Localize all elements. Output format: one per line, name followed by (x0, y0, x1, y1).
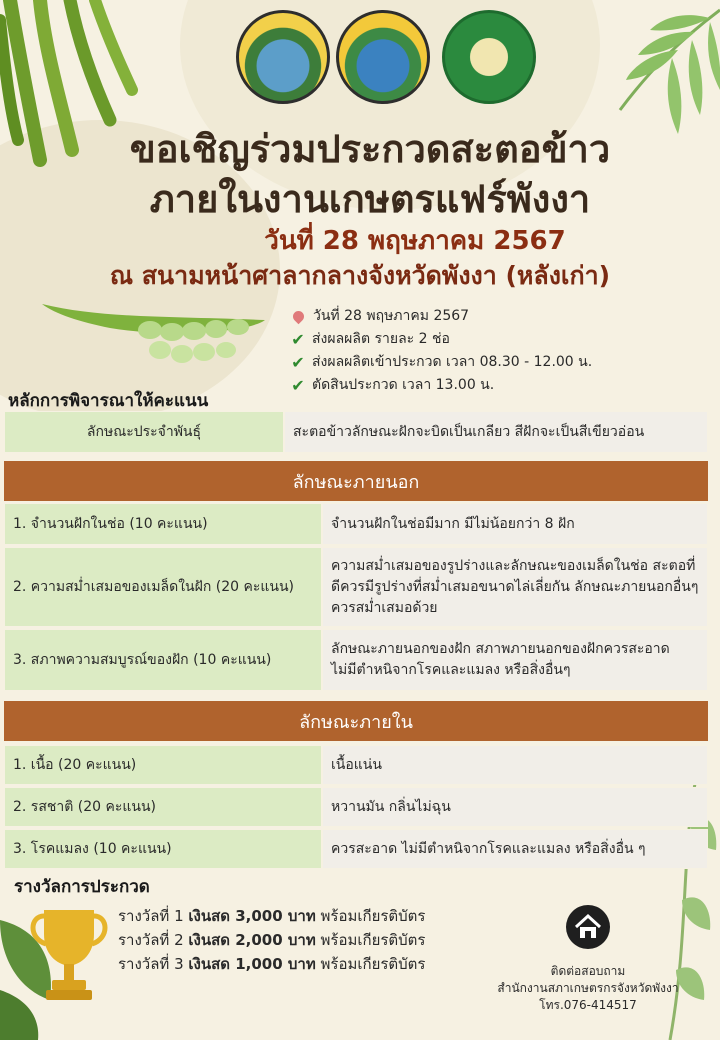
criterion-value: ควรสะอาด ไม่มีตำหนิจากโรคและแมลง หรือสิ่งอื่น ๆ (322, 829, 708, 869)
award-extra: พร้อมเกียรติบัตร (320, 955, 426, 973)
criterion-value: ความสม่ำเสมอของรูปร่างและลักษณะของเมล็ดในช่อ สะตอที่ดีควรมีรูปร่างที่สม่ำเสมอขนาดไล่เลี่ยกัน ลักษณะภายนอกอื่นๆควรสม่ำเสมอด้วย (322, 547, 708, 627)
event-date-title: วันที่ 28 พฤษภาคม 2567 (264, 226, 566, 256)
award-item (118, 928, 425, 952)
award-extra: พร้อมเกียรติบัตร (320, 907, 426, 925)
criterion-label: 2. ความสม่ำเสมอของเมล็ดในฝัก (20 คะแนน) (4, 547, 322, 627)
award-rank: รางวัลที่ 1 (118, 907, 184, 925)
contact-block (470, 905, 706, 1014)
contact-phone: โทร.076-414517 (539, 998, 637, 1012)
criterion-value: เนื้อแน่น (322, 745, 708, 785)
award-prize: เงินสด 1,000 บาท (188, 955, 316, 973)
table-row (4, 547, 708, 627)
info-date-row (290, 305, 592, 328)
info-item (290, 374, 592, 397)
criterion-value: จำนวนฝักในช่อมีมาก มีไม่น้อยกว่า 8 ฝัก (322, 503, 708, 545)
internal-section-header: ลักษณะภายใน (4, 701, 708, 741)
info-date-text: วันที่ 28 พฤษภาคม 2567 (313, 308, 470, 324)
variety-label: ลักษณะประจำพันธุ์ (4, 411, 284, 453)
page-title-line2: ภายในงานเกษตรแฟร์พังงา (149, 177, 591, 221)
award-prize: เงินสด 3,000 บาท (188, 907, 316, 925)
stink-bean-pod-illustration (40, 298, 270, 368)
table-row (4, 503, 708, 545)
info-item-text: ตัดสินประกวด เวลา 13.00 น. (312, 377, 495, 393)
info-item-text: ส่งผลผลิตเข้าประกวด เวลา 08.30 - 12.00 น. (312, 354, 593, 370)
variety-value: สะตอข้าวลักษณะฝักจะบิดเป็นเกลียว สีฝักจะเป็นสีเขียวอ่อน (284, 411, 708, 453)
province-logo (336, 10, 430, 104)
criterion-label: 1. เนื้อ (20 คะแนน) (4, 745, 322, 785)
variety-row (4, 411, 708, 453)
event-venue-title: ณ สนามหน้าศาลากลางจังหวัดพังงา (หลังเก่า) (109, 261, 611, 290)
table-row (4, 787, 708, 827)
event-info-list (290, 305, 592, 397)
criterion-label: 2. รสชาติ (20 คะแนน) (4, 787, 322, 827)
location-pin-icon (291, 309, 307, 325)
awards-heading: รางวัลการประกวด (14, 877, 150, 897)
award-rank: รางวัลที่ 2 (118, 931, 184, 949)
table-row (4, 829, 708, 869)
criterion-value: หวานมัน กลิ่นไม่ฉุน (322, 787, 708, 827)
criterion-label: 3. สภาพความสมบูรณ์ของฝัก (10 คะแนน) (4, 629, 322, 691)
award-extra: พร้อมเกียรติบัตร (320, 931, 426, 949)
criterion-label: 3. โรคแมลง (10 คะแนน) (4, 829, 322, 869)
check-icon: ✔ (291, 353, 305, 372)
award-prize: เงินสด 2,000 บาท (188, 931, 316, 949)
award-item (118, 952, 425, 976)
district-logo (236, 10, 330, 104)
info-item (290, 328, 592, 351)
info-item (290, 351, 592, 374)
criterion-label: 1. จำนวนฝักในช่อ (10 คะแนน) (4, 503, 322, 545)
contact-office: สำนักงานสภาเกษตรกรจังหวัดพังงา (497, 981, 679, 995)
criteria-heading: หลักการพิจารณาให้คะแนน (8, 391, 209, 411)
awards-list (118, 904, 425, 976)
external-section-header: ลักษณะภายนอก (4, 461, 708, 501)
table-row (4, 745, 708, 785)
check-icon: ✔ (291, 330, 305, 349)
contact-label: ติดต่อสอบถาม (550, 964, 626, 978)
trophy-icon (26, 904, 112, 1004)
page-title-line1: ขอเชิญร่วมประกวดสะตอข้าว (129, 127, 611, 171)
check-icon: ✔ (291, 376, 305, 395)
award-rank: รางวัลที่ 3 (118, 955, 184, 973)
criterion-value: ลักษณะภายนอกของฝัก สภาพภายนอกของฝักควรสะอาด ไม่มีตำหนิจากโรคและแมลง หรือสิ่งอื่นๆ (322, 629, 708, 691)
house-icon (566, 905, 610, 949)
farmers-council-logo (442, 10, 536, 104)
info-item-text: ส่งผลผลิต รายละ 2 ช่อ (312, 331, 450, 347)
award-item (118, 904, 425, 928)
table-row (4, 629, 708, 691)
